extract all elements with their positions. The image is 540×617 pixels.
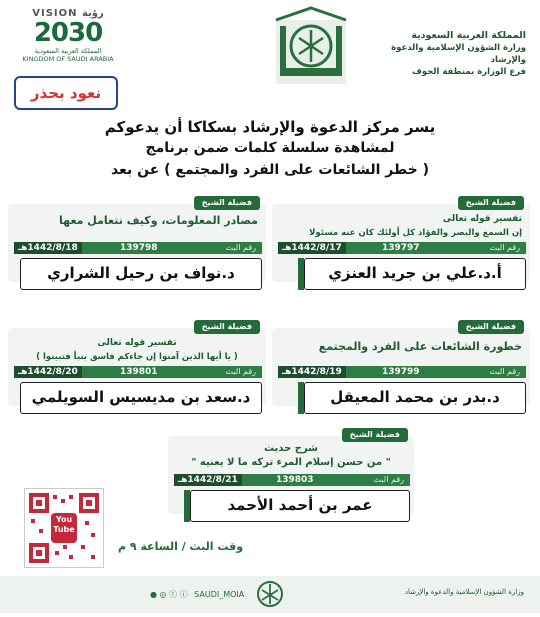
broadcast-number-label: رقم البث	[489, 367, 520, 376]
lecture-card-2	[8, 194, 266, 294]
lecture-title	[280, 340, 522, 354]
footer-emblem-logo	[250, 576, 290, 613]
broadcast-number-label: رقم البث	[225, 367, 256, 376]
lecture-title-a: تفسير قوله تعالى	[442, 214, 522, 224]
org-line-2: وزارة الشؤون الإسلامية والدعوة والإرشاد	[391, 43, 526, 65]
broadcast-number: 139799	[382, 367, 420, 377]
lecture-title-a: خطورة الشائعات على الفرد والمجتمع	[318, 340, 522, 353]
intro-line-3: ( خطر الشائعات على الفرد والمجتمع ) عن بعد	[110, 162, 430, 178]
speaker-name: د.بدر بن محمد المعيقل	[304, 382, 526, 414]
speaker-tag: فضيلة الشيخ	[458, 196, 524, 210]
broadcast-number: 139801	[120, 367, 158, 377]
speaker-name: أ.د.علي بن جريد العنزي	[304, 258, 526, 290]
broadcast-number-label: رقم البث	[225, 243, 256, 252]
broadcast-number: 139803	[276, 475, 314, 485]
lecture-title	[280, 212, 522, 240]
footer-org: وزارة الشؤون الإسلامية والدعوة والإرشاد	[404, 588, 524, 596]
lecture-title-a: شرح حديث	[263, 443, 319, 454]
card-accent	[298, 258, 304, 290]
speaker-tag: فضيلة الشيخ	[194, 196, 260, 210]
speaker-name: د.سعد بن مديسيس السويلمي	[20, 382, 262, 414]
lecture-date: 1442/8/20هـ	[14, 366, 82, 378]
vision-english: KINGDOM OF SAUDI ARABIA	[22, 55, 114, 63]
footer-social-icons	[150, 589, 244, 600]
lecture-date: 1442/8/18هـ	[14, 242, 82, 254]
lecture-card-1	[272, 194, 530, 294]
speaker-name: د.نواف بن رحيل الشراري	[20, 258, 262, 290]
lecture-title	[176, 442, 406, 470]
lecture-date: 1442/8/21هـ	[174, 474, 242, 486]
org-line-1: المملكة العربية السعودية	[411, 30, 526, 41]
youtube-tube: Tube	[53, 525, 75, 534]
vision-year: 2030	[33, 18, 103, 48]
youtube-icon	[51, 515, 77, 535]
speaker-tag: فضيلة الشيخ	[342, 428, 408, 442]
lecture-title	[16, 336, 258, 364]
speaker-tag: فضيلة الشيخ	[194, 320, 260, 334]
youtube-you: You	[55, 515, 73, 524]
broadcast-number-label: رقم البث	[373, 475, 404, 484]
intro-line-1: يسر مركز الدعوة والإرشاد بسكاكا أن يدعوكم	[104, 118, 436, 136]
broadcast-time: وقت البث / الساعة ٩ م	[118, 540, 244, 553]
broadcast-number-label: رقم البث	[489, 243, 520, 252]
vision-2030-logo	[22, 8, 114, 68]
speaker-tag: فضيلة الشيخ	[458, 320, 524, 334]
lecture-title	[16, 214, 258, 228]
lecture-card-3	[272, 318, 530, 418]
lecture-card-4	[8, 318, 266, 418]
vision-label: VISION رؤية	[32, 8, 104, 19]
org-line-3: فرع الوزارة بمنطقة الجوف	[411, 67, 526, 77]
lecture-title-b: إن السمع والبصر والفؤاد كل أولئك كان عنه مسئولا	[309, 228, 522, 238]
card-accent	[184, 490, 190, 522]
social-icons: ● ◎ ⓣ ⓘ	[150, 590, 188, 599]
lecture-title-a: مصادر المعلومات، وكيف نتعامل معها	[59, 214, 258, 227]
campaign-badge: نعود بحذر	[14, 76, 118, 110]
lecture-title-b: " من حسن إسلام المرء تركه ما لا يعنيه "	[191, 457, 391, 468]
youtube-qr-code[interactable]	[24, 488, 104, 568]
intro-line-2: لمشاهدة سلسلة كلمات ضمن برنامج	[145, 140, 395, 156]
lecture-title-a: تفسير قوله تعالى	[97, 338, 177, 348]
footer-bar	[0, 576, 540, 613]
broadcast-number: 139797	[382, 243, 420, 253]
vision-arabic: المملكة العربية السعودية	[34, 47, 102, 55]
lecture-card-5	[168, 426, 414, 526]
lecture-title-b: ( يا أيها الذين آمنوا إن جاءكم فاسق بنبأ فتبينوا )	[36, 352, 238, 362]
lecture-date: 1442/8/17هـ	[278, 242, 346, 254]
card-accent	[298, 382, 304, 414]
ministry-emblem-logo	[262, 6, 360, 90]
ministry-heading	[386, 30, 526, 78]
broadcast-number: 139798	[120, 243, 158, 253]
speaker-name: عمر بن أحمد الأحمد	[190, 490, 410, 522]
footer-handle: SAUDI_MOIA	[194, 590, 245, 599]
lecture-date: 1442/8/19هـ	[278, 366, 346, 378]
